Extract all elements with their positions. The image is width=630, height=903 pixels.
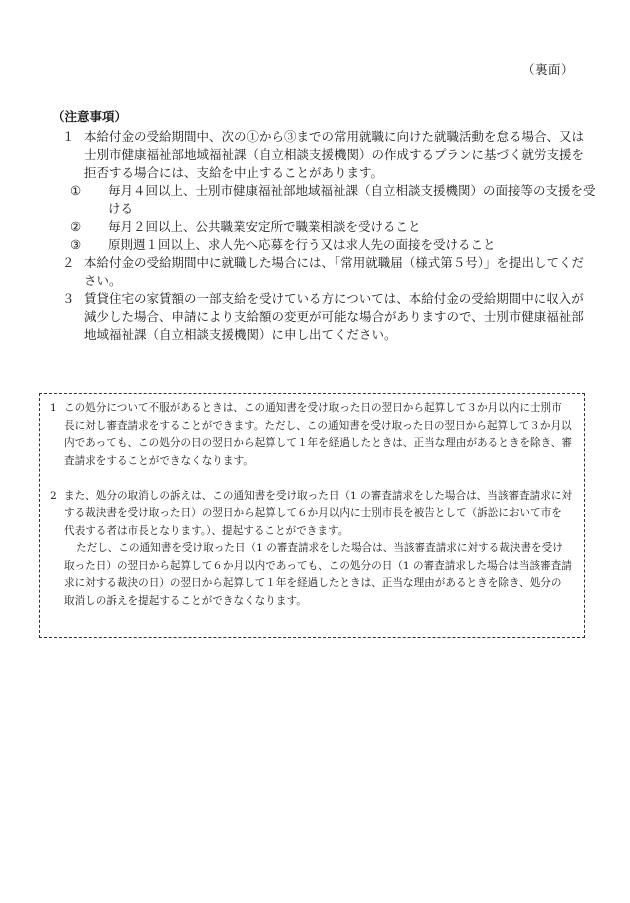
subitem-text: 毎月２回以上、公共職業安定所で職業相談を受けること xyxy=(108,219,421,234)
subitem-text: 原則週１回以上、求人先へ応募を行う又は求人先の面接を受けること xyxy=(108,237,496,252)
appeal-text: この処分について不服があるときは、この通知書を受け取った日の翌日から起算して３か月以内に士別市長に対し審査請求をすることができます。ただし、この通知書を受け取った日の翌日から起算して３か月以内であっても、この処分の日の翌日から起算して１年を経過したときは、正当な理由があるときを除き、審査請求をすることができなくなります。 xyxy=(64,402,572,467)
appeal-number: 1 xyxy=(50,402,57,414)
notes-heading: （注意事項） xyxy=(52,109,128,124)
appeal-proviso: ただし、この通知書を受け取った日（1 の審査請求をした場合は、当該審査請求に対する裁決書を受け取った日）の翌日から起算して６か月以内であっても、この処分の日（1 の審査請求した場合は当該審査請求に対する裁決の日）の翌日から起算して１年を経過したときは、正当な理由があるときを除き、処分の取消しの訴えを提起することができなくなります。 xyxy=(64,542,572,607)
note-text: 本給付金の受給期間中に就職した場合には、「常用就職届（様式第５号）」を提出してください。 xyxy=(84,255,585,288)
note-item-2 xyxy=(56,254,596,290)
subitem-mark: ③ xyxy=(70,237,82,252)
note-number: ２ xyxy=(62,255,75,270)
note-number: ３ xyxy=(62,291,75,306)
spacer xyxy=(50,470,572,488)
appeal-number: 2 xyxy=(50,489,57,502)
note-number: １ xyxy=(62,129,75,144)
note-text: 賃貸住宅の家賃額の一部支給を受けている方については、本給付金の受給期間中に収入が減少した場合、申請により支給額の変更が可能な場合がありますので、士別市健康福祉部地域福祉課（自立相談支援機関）に申し出てください。 xyxy=(84,291,584,342)
appeal-item-1 xyxy=(50,400,572,470)
note-item-1 xyxy=(56,128,596,182)
appeal-instructions-box xyxy=(39,393,585,638)
note-subitem-2 xyxy=(56,218,596,236)
appeal-text: また、処分の取消しの訴えは、この通知書を受け取った日（1 の審査請求をした場合は、当該審査請求に対する裁決書を受け取った日）の翌日から起算して６か月以内に士別市長を被告として（訴訟において市を代表する者は市長となります。）、提起することができます。 xyxy=(64,489,573,537)
notes-section xyxy=(52,108,596,344)
note-subitem-1 xyxy=(56,182,596,218)
note-sublist xyxy=(56,182,596,254)
note-item-3 xyxy=(56,290,596,344)
subitem-mark: ② xyxy=(70,219,82,234)
page-side-label: （裏面） xyxy=(521,62,574,77)
note-text: 本給付金の受給期間中、次の①から③までの常用就職に向けた就職活動を怠る場合、又は士別市健康福祉部地域福祉課（自立相談支援機関）の作成するプランに基づく就労支援を拒否する場合には、支給を中止することがあります。 xyxy=(84,129,585,180)
note-subitem-3 xyxy=(56,236,596,254)
subitem-text: 毎月４回以上、士別市健康福祉部地域福祉課（自立相談支援機関）の面接等の支援を受ける xyxy=(108,183,596,216)
appeal-item-2 xyxy=(50,488,572,541)
subitem-mark: ① xyxy=(70,183,82,198)
